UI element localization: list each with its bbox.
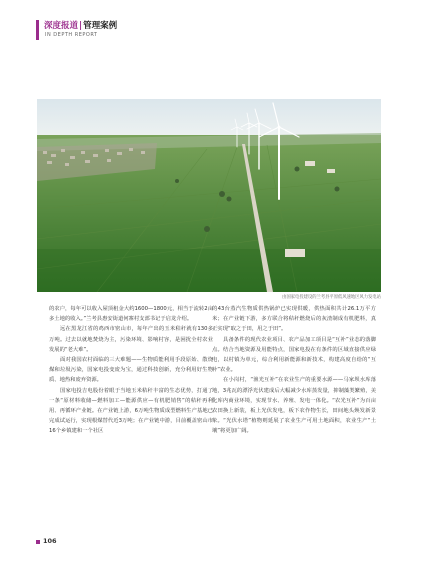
paragraph: 国家电投吉电股份着眼于当地玉米秸秆丰富的生态优势，打通了一条“原材料收储—燃料加工—能源供应—有机肥销售”的秸秆再利用、再循环产业链。在产业链上游，6万吨生物质成型燃料生产基地已完成试运行，实现根煤替代近3万吨；在产业链中游，目前覆盖密山市16个乡镇建和一个社区 <box>49 387 213 435</box>
photo-caption: 由国家电投建设的兰考县平原低风速地区风力发电站 <box>282 295 381 300</box>
paragraph: 在小岗村，“渔光互补”在农业生产的重要水源——马家坝水库落地，3兆瓦的漂浮光伏建成后大幅减少水库蒸发量，抑制藻类繁殖，美化库内商业环境，实现节水、养殖、发电一体化。“农光互补”为百亩农田换上新装，板上光伏发电，板下农作物生长，田间地头焕发新景象。“光伏水塔”植物则延展了农业生产可用土地面积，农业生产“土壤”将更加广阔。 <box>212 377 376 435</box>
wind-farm-photo <box>37 99 381 292</box>
paragraph: 面对我国农村面临的三大难题——生物质能利用手段原始、散烧煤和垃圾污染，国家电投变废为宝，通过科技创新，充分利用好生物质、地热和废弃资源。 <box>49 357 213 384</box>
section-name: 深度报道 <box>44 21 79 31</box>
section-title-english: IN DEPTH REPORT <box>45 32 98 38</box>
paragraph: 具备条件的现代农业项目、农产品加工项目是“互补”业态的落脚点。结合当地资源及用能特点，国家电投在有条件的区域直接供应绿电，以村镇为单元，综合利用新能源和新技术，构建高度自给的“互补”农业。 <box>212 336 376 374</box>
section-separator: | <box>79 21 83 31</box>
section-title <box>44 19 117 31</box>
header-accent-bar <box>36 20 39 40</box>
left-text-column <box>49 304 213 437</box>
paragraph: 的43台蒸汽生物质供热锅炉已实现供暖，供热面积共计26.1万平方米；在产业链下游，多方联合将秸秆燃烧后的灰渣制成有机肥料，真正实现“取之于田，用之于田”。 <box>212 306 376 333</box>
paragraph: 远在黑龙江省的鸡西市密山市，每年产出的玉米秸秆就有130多万吨。过去以就地焚烧为主，污染环境、影响村容，是困扰全村农业发展的“老大难”。 <box>49 326 213 353</box>
page-header <box>36 17 236 51</box>
right-text-column <box>212 304 376 437</box>
page-number: 106 <box>43 537 57 545</box>
paragraph: 的农户，每年可以收入屋顶租金大约1600—1800元，相当于流转2亩多土地的收入。”兰考县惠安街道何寨村支部书记于启龙介绍。 <box>49 306 213 323</box>
subsection-name: 管理案例 <box>83 21 118 31</box>
footer-square-icon <box>36 540 40 544</box>
